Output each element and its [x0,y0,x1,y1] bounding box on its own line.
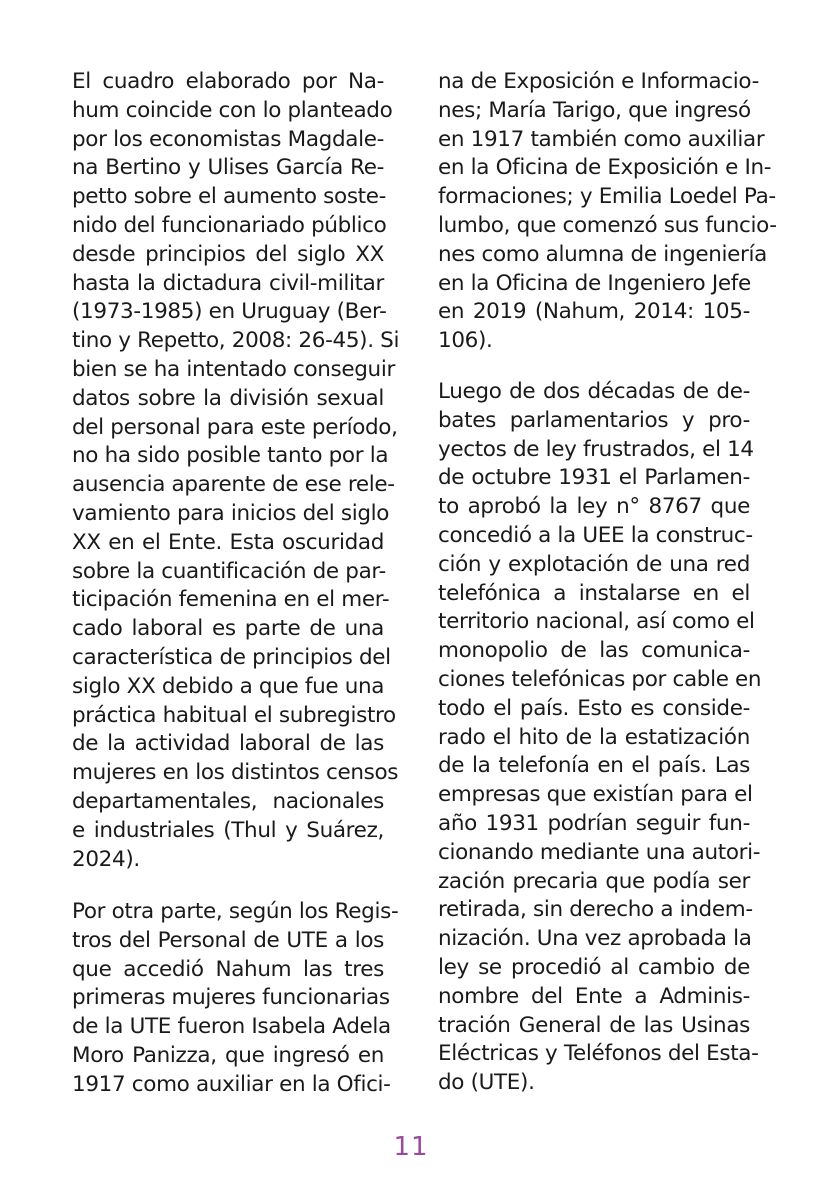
text-line: datos sobre la división sexual [72,385,384,411]
text-line: Luego de dos décadas de de- [438,379,750,404]
text-line: na Bertino y Ulises García Re- [72,155,384,181]
text-line: no ha sido posible tanto por la [72,443,389,469]
text-line: territorio nacional, así como el [438,609,755,635]
text-line: nombre del Ente a Adminis- [438,983,750,1009]
text-line: telefónica a instalarse en el [438,580,750,606]
text-line: 2024). [72,846,140,872]
text-line: nes como alumna de ingeniería [438,241,768,267]
text-line: formaciones; y Emilia Loedel Pa- [438,184,776,210]
text-line: ley se procedió al cambio de [438,954,750,980]
text-line: retirada, sin derecho a indem- [438,897,753,923]
text-line: de la actividad laboral de las [72,731,384,757]
left-column-paragraph-2 [72,898,399,1100]
text-line: todo el país. Esto es conside- [438,695,750,721]
text-line: cado laboral es parte de una [72,616,384,642]
right-column-paragraph-2 [438,378,762,1098]
text-line: to aprobó la ley n° 8767 que [438,494,750,520]
text-line: vamiento para inicios del siglo [72,500,390,526]
text-line: mujeres en los distintos censos [72,760,399,786]
text-line: en la Oficina de Ingeniero Jefe [438,270,751,296]
text-line: por los economistas Magdale- [72,126,384,152]
text-line: empresas que existían para el [438,782,753,808]
text-line: concedió a la UEE la construc- [438,522,753,548]
text-line: 106). [438,328,493,354]
text-line: en 2019 (Nahum, 2014: 105- [438,299,750,325]
text-line: tros del Personal de UTE a los [72,927,384,953]
page-number: 11 [393,1132,429,1162]
text-line: hasta la dictadura civil-militar [72,270,384,296]
text-line: nes; María Tarigo, que ingresó [438,97,751,123]
text-line: primeras mujeres funcionarias [72,985,390,1011]
text-line: monopolio de las comunica- [438,638,750,664]
text-line: 1917 como auxiliar en la Ofici- [72,1071,391,1097]
text-line: (1973-1985) en Uruguay (Ber- [72,299,387,325]
text-line: en la Oficina de Exposición e In- [438,155,772,181]
text-line: nido del funcionariado público [72,212,387,238]
text-line: nización. Una vez aprobada la [438,926,752,952]
text-line: bien se ha intentado conseguir [72,356,395,382]
text-line: de la UTE fueron Isabela Adela [72,1014,391,1040]
text-line: Eléctricas y Teléfonos del Esta- [438,1041,759,1067]
text-line: de octubre 1931 el Parlamen- [438,465,750,491]
text-line: e industriales (Thul y Suárez, [72,817,384,843]
text-line: lumbo, que comenzó sus funcio- [438,212,777,238]
text-line: sobre la cuantificación de par- [72,558,386,584]
left-column-paragraph-1 [72,68,400,874]
text-line: rado el hito de la estatización [438,724,750,750]
text-line: Por otra parte, según los Regis- [72,899,399,924]
text-line: desde principios del siglo XX [72,241,384,267]
text-line: petto sobre el aumento soste- [72,184,387,210]
text-line: que accedió Nahum las tres [72,956,384,982]
text-line: práctica habitual el subregistro [72,702,396,728]
text-line: El cuadro elaborado por Na- [72,69,384,94]
text-line: característica de principios del [72,644,391,670]
text-line: do (UTE). [438,1070,535,1096]
text-line: ciones telefónicas por cable en [438,666,762,692]
text-line: cionando mediante una autori- [438,839,761,865]
text-line: en 1917 también como auxiliar [438,126,765,152]
text-line: na de Exposición e Informacio- [438,69,759,94]
text-line: siglo XX debido a que fue una [72,673,385,699]
text-line: del personal para este período, [72,414,398,440]
text-line: departamentales, nacionales [72,788,384,814]
text-line: ausencia aparente de ese rele- [72,472,395,498]
text-line: de la telefonía en el país. Las [438,753,750,779]
text-line: ticipación femenina en el mer- [72,587,390,613]
text-line: zación precaria que podía ser [438,868,750,894]
text-line: yectos de ley frustrados, el 14 [438,436,754,462]
text-line: bates parlamentarios y pro- [438,407,750,433]
right-column-paragraph-1 [438,68,777,356]
text-line: hum coincide con lo planteado [72,97,393,123]
text-line: tino y Repetto, 2008: 26-45). Si [72,328,400,354]
text-line: ción y explotación de una red [438,551,750,577]
text-line: Moro Panizza, que ingresó en [72,1042,384,1068]
text-line: XX en el Ente. Esta oscuridad [72,529,384,555]
text-line: tración General de las Usinas [438,1012,750,1038]
text-line: año 1931 podrían seguir fun- [438,810,750,836]
